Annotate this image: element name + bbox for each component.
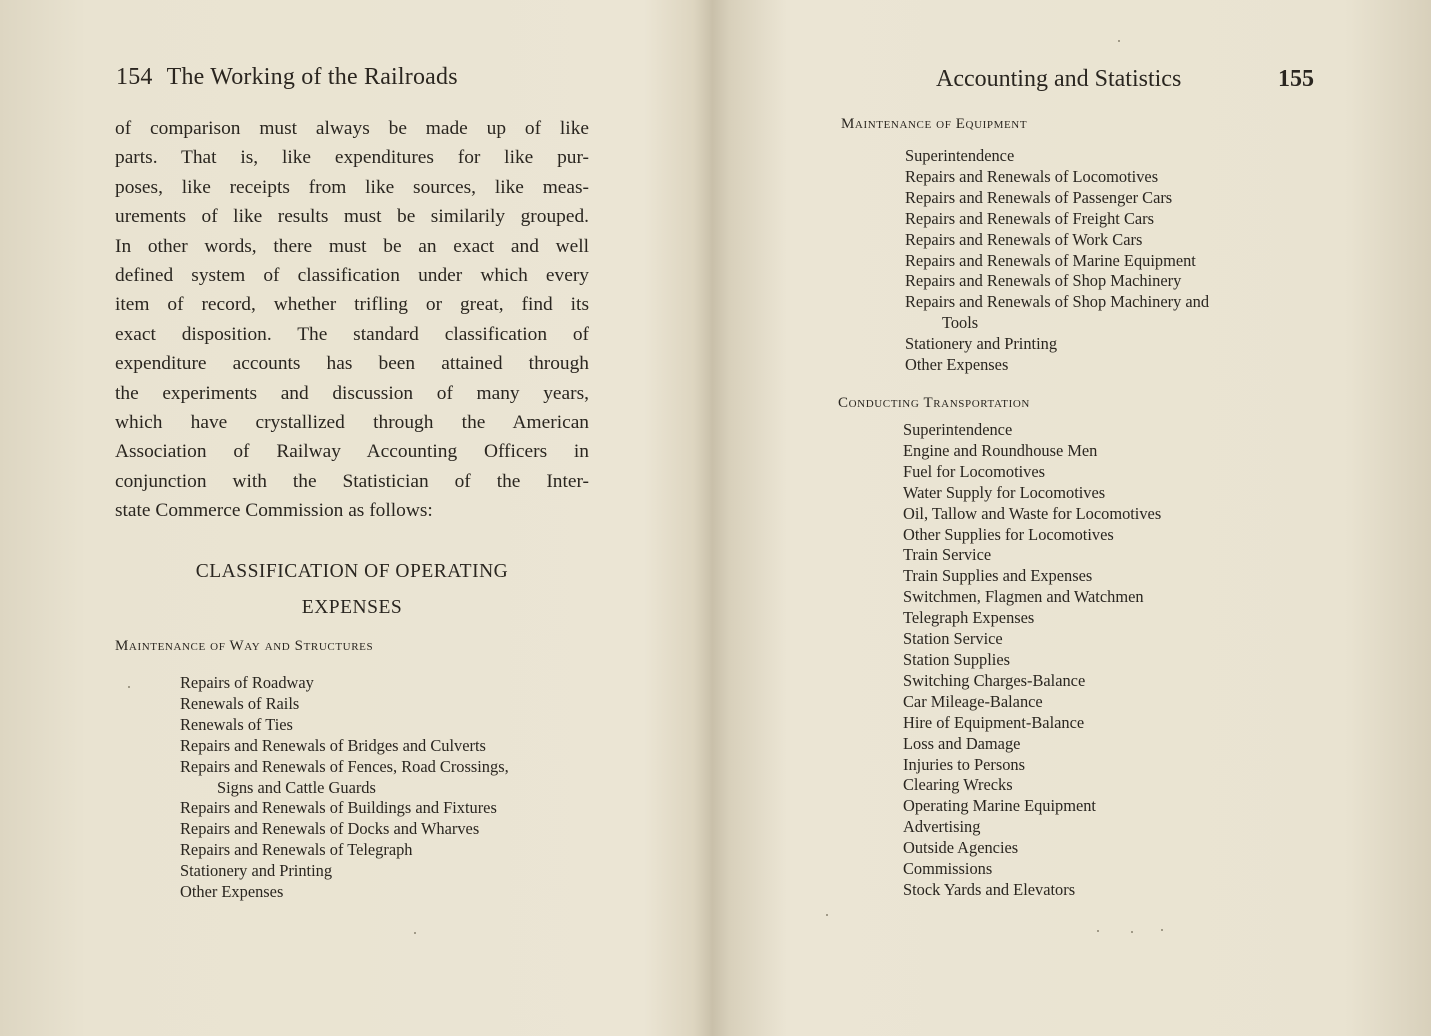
list-item: Oil, Tallow and Waste for Locomotives bbox=[903, 503, 1162, 523]
list-item: Superintendence bbox=[905, 146, 1015, 165]
classification-title-line-1: CLASSIFICATION OF OPERATING bbox=[195, 561, 509, 582]
list-item: Telegraph Expenses bbox=[903, 608, 1035, 628]
list-item: Switchmen, Flagmen and Watchmen bbox=[903, 587, 1144, 607]
list-item: Repairs and Renewals of Passenger Cars bbox=[905, 187, 1173, 207]
paragraph-line: state Commerce Commission as follows: bbox=[115, 500, 433, 522]
list-item: Repairs and Renewals of Telegraph bbox=[180, 840, 413, 860]
list-item: Stationery and Printing bbox=[180, 861, 333, 881]
list-item: Other Expenses bbox=[905, 355, 1009, 375]
list-item: Clearing Wrecks bbox=[903, 775, 1013, 795]
left-page-number: 154 bbox=[116, 64, 153, 90]
list-item: Renewals of Ties bbox=[180, 714, 293, 734]
list-item: Repairs and Renewals of Bridges and Culverts bbox=[180, 735, 486, 755]
list-item-continuation: Signs and Cattle Guards bbox=[217, 777, 376, 797]
section-heading-maintenance-of-way: Maintenance of Way and Structures bbox=[115, 638, 374, 654]
right-page bbox=[720, 0, 1431, 1036]
list-item: Switching Charges-Balance bbox=[903, 670, 1086, 690]
conducting-transportation-list bbox=[903, 420, 1161, 901]
list-item: Renewals of Rails bbox=[180, 693, 300, 713]
list-item: Station Supplies bbox=[903, 649, 1011, 669]
paragraph-line: conjunction with the Statistician of the Inter- bbox=[115, 470, 589, 492]
list-item: Commissions bbox=[903, 859, 993, 879]
right-page-number: 155 bbox=[1278, 66, 1314, 92]
paragraph-line: parts. That is, like expenditures for like pur- bbox=[115, 147, 589, 169]
list-item: Repairs and Renewals of Freight Cars bbox=[905, 208, 1154, 228]
list-item: Repairs of Roadway bbox=[180, 673, 314, 692]
left-running-head-title: The Working of the Railroads bbox=[166, 64, 458, 90]
list-item: Loss and Damage bbox=[903, 733, 1021, 753]
list-item: Repairs and Renewals of Shop Machinery bbox=[905, 271, 1182, 291]
body-paragraph bbox=[115, 114, 589, 526]
list-item: Fuel for Locomotives bbox=[903, 461, 1046, 481]
list-item: Engine and Roundhouse Men bbox=[903, 440, 1098, 460]
section-heading-conducting-transportation: Conducting Transportation bbox=[838, 395, 1030, 411]
list-item: Repairs and Renewals of Docks and Wharves bbox=[180, 819, 480, 839]
list-item: Operating Marine Equipment bbox=[903, 796, 1096, 816]
paragraph-line: exact disposition. The standard classification of bbox=[115, 323, 589, 345]
classification-title-line-2: EXPENSES bbox=[301, 597, 403, 618]
list-item: Outside Agencies bbox=[903, 838, 1019, 858]
list-item: Repairs and Renewals of Locomotives bbox=[905, 166, 1159, 186]
paragraph-line: which have crystallized through the American bbox=[115, 412, 589, 434]
list-item: Hire of Equipment-Balance bbox=[903, 712, 1085, 732]
paper-speck bbox=[826, 914, 828, 916]
list-item: Train Service bbox=[903, 545, 992, 565]
list-item: Other Supplies for Locomotives bbox=[903, 524, 1114, 544]
list-item: Car Mileage-Balance bbox=[903, 691, 1043, 711]
list-item: Repairs and Renewals of Work Cars bbox=[905, 229, 1143, 249]
paragraph-line: Association of Railway Accounting Officers in bbox=[115, 441, 589, 463]
left-page bbox=[0, 0, 712, 1036]
list-item: Repairs and Renewals of Shop Machinery and bbox=[905, 292, 1210, 312]
paper-speck bbox=[1161, 929, 1163, 931]
paper-speck bbox=[1118, 40, 1120, 42]
paper-speck bbox=[128, 686, 130, 688]
list-item: Station Service bbox=[903, 629, 1003, 649]
list-item: Repairs and Renewals of Marine Equipment bbox=[905, 250, 1196, 270]
maintenance-of-equipment-list bbox=[905, 146, 1209, 376]
paper-speck bbox=[414, 932, 416, 934]
paragraph-line: the experiments and discussion of many years, bbox=[115, 382, 589, 404]
list-item: Advertising bbox=[903, 817, 981, 837]
list-item: Superintendence bbox=[903, 420, 1013, 439]
paragraph-line: In other words, there must be an exact and well bbox=[115, 235, 589, 257]
paragraph-line: expenditure accounts has been attained through bbox=[115, 353, 589, 375]
paper-speck bbox=[1131, 931, 1133, 933]
list-item: Stock Yards and Elevators bbox=[903, 879, 1076, 899]
list-item: Repairs and Renewals of Fences, Road Crossings, bbox=[180, 756, 509, 776]
paragraph-line: item of record, whether trifling or great, find its bbox=[115, 294, 589, 316]
list-item: Water Supply for Locomotives bbox=[903, 482, 1106, 502]
left-running-head bbox=[116, 64, 458, 91]
paragraph-line: poses, like receipts from like sources, like meas- bbox=[115, 176, 589, 198]
list-item: Injuries to Persons bbox=[903, 754, 1026, 774]
list-item: Repairs and Renewals of Buildings and Fixtures bbox=[180, 798, 497, 818]
list-item: Other Expenses bbox=[180, 882, 284, 902]
list-item: Train Supplies and Expenses bbox=[903, 566, 1093, 586]
paper-speck bbox=[1097, 930, 1099, 932]
paragraph-line: urements of like results must be similarily grouped. bbox=[115, 206, 589, 228]
paragraph-line: of comparison must always be made up of like bbox=[115, 118, 589, 139]
right-running-head-title: Accounting and Statistics bbox=[936, 66, 1182, 92]
paragraph-line: defined system of classification under which every bbox=[115, 265, 589, 287]
section-heading-maintenance-of-equipment: Maintenance of Equipment bbox=[841, 116, 1028, 132]
maintenance-of-way-list bbox=[180, 673, 509, 903]
list-item: Stationery and Printing bbox=[905, 334, 1058, 354]
list-item-continuation: Tools bbox=[942, 313, 979, 333]
